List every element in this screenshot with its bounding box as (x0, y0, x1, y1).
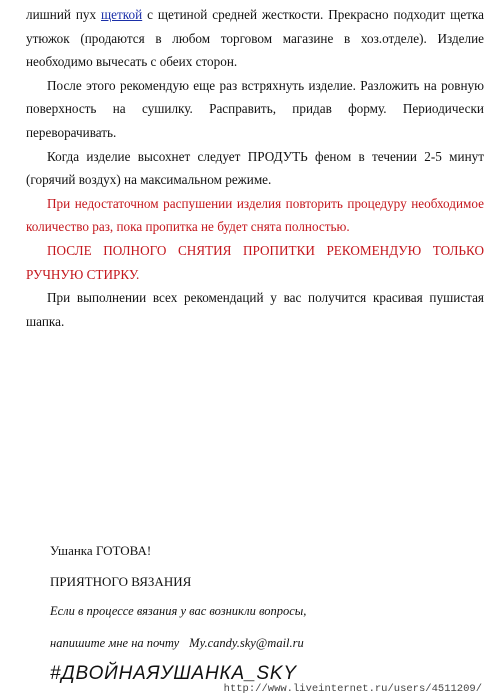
source-watermark: http://www.liveinternet.ru/users/4511209/ (223, 683, 482, 695)
questions-caption: Если в процессе вязания у вас возникли вопросы, (50, 604, 307, 618)
paragraph-drying: После этого рекомендую еще раз встряхнуть изделие. Разложить на ровную поверхность на сушилку. Расправить, придав форму. Периодически переворачивать. (26, 77, 484, 140)
brush-link[interactable]: щеткой (101, 7, 143, 22)
paragraph-blow-dry: Когда изделие высохнет следует ПРОДУТЬ феном в течении 2-5 минут (горячий воздух) на максимальном режиме. (26, 148, 484, 188)
paragraph-brushing (26, 3, 484, 74)
hashtag-signature: #ДВОЙНАЯУШАНКА_SKY (50, 663, 297, 684)
paragraph-repeat-warning: При недостаточном распушении изделия повторить процедуру необходимое количество раз, пока пропитка не будет снята полностью. (26, 195, 484, 235)
pleasant-knitting-caption: ПРИЯТНОГО ВЯЗАНИЯ (50, 574, 192, 589)
paragraph-hand-wash-warning: ПОСЛЕ ПОЛНОГО СНЯТИЯ ПРОПИТКИ РЕКОМЕНДУЮ ТОЛЬКО РУЧНУЮ СТИРКУ. (26, 242, 484, 282)
paragraph-brushing-before: лишний пух (26, 7, 102, 22)
instructions-text (26, 3, 484, 333)
paragraph-brushing-after: с щетиной средней жесткости. Прекрасно подходит щетка утюжок (продаются в любом торговом магазине в хоз.отделе). Изделие необходимо вычесать с обеих сторон. (26, 7, 484, 70)
ready-caption: Ушанка ГОТОВА! (50, 543, 152, 558)
email-address: My.candy.sky@mail.ru (189, 636, 304, 650)
write-me-caption: напишите мне на почту (50, 636, 180, 650)
contact-line (50, 636, 304, 651)
paragraph-result: При выполнении всех рекомендаций у вас получится красивая пушистая шапка. (26, 290, 484, 329)
